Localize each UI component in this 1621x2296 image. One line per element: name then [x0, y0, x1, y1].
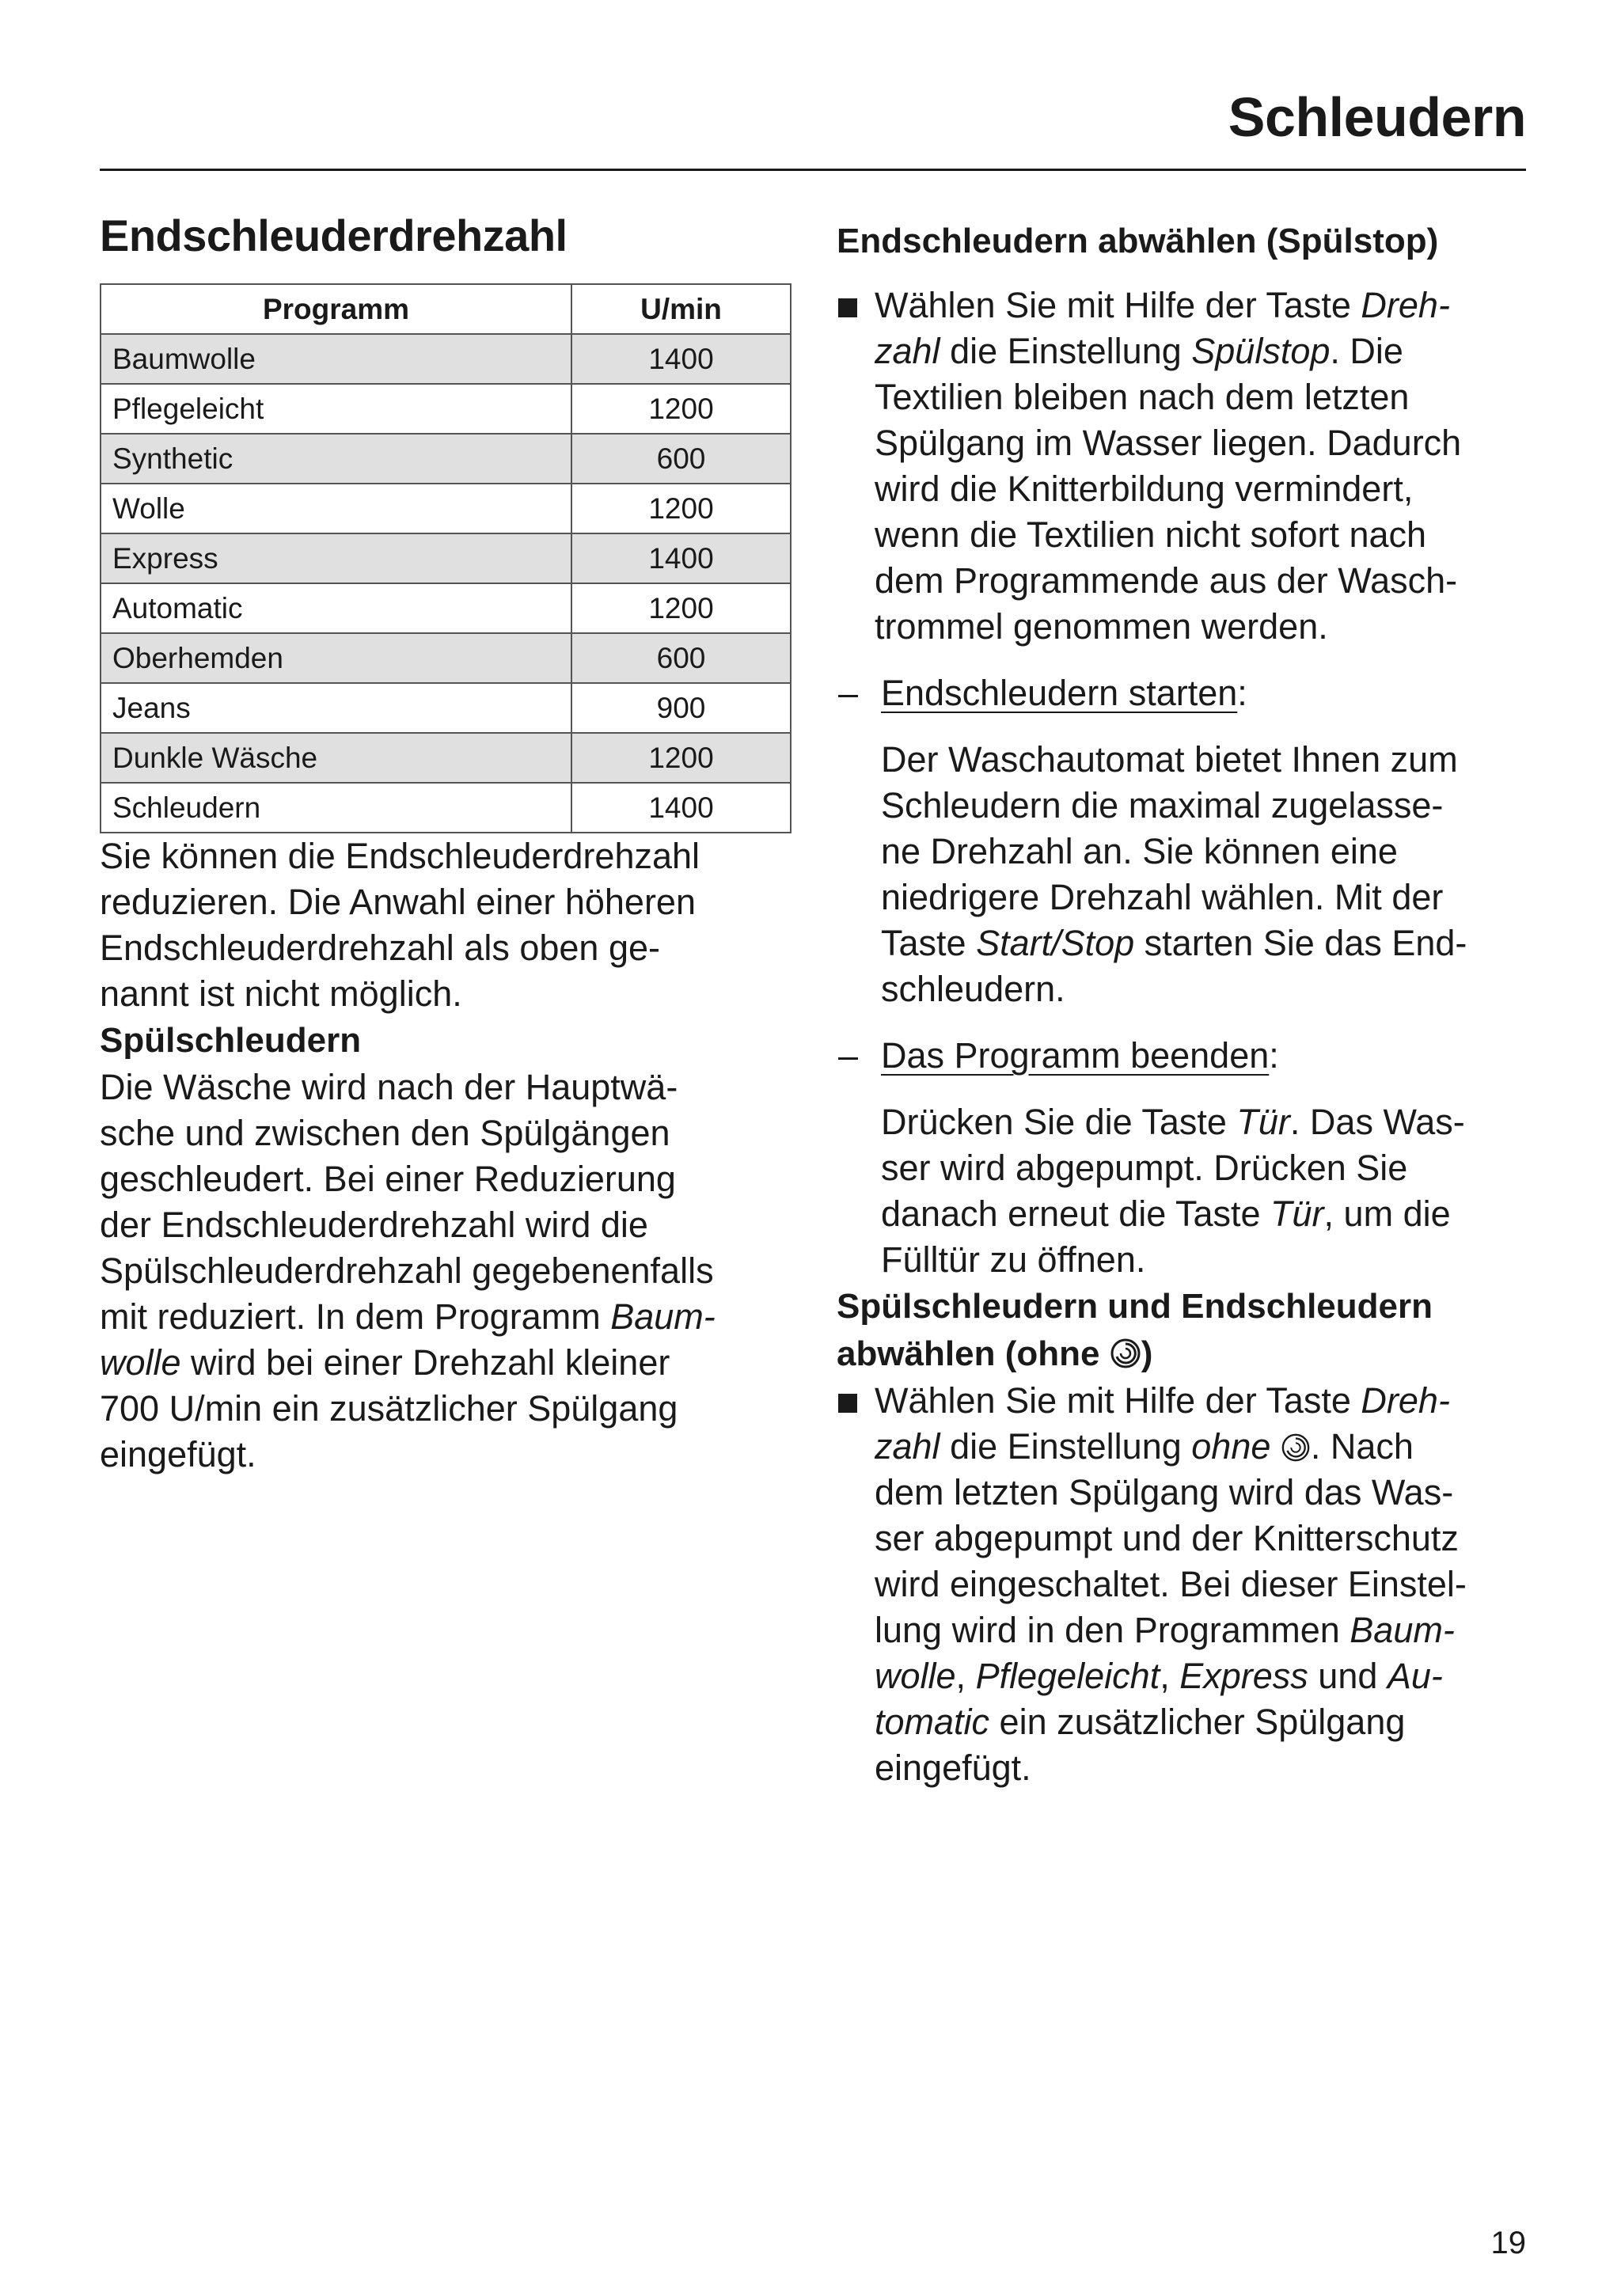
setting-name: ohne [1191, 1426, 1271, 1467]
spin-speed-table [100, 283, 792, 833]
text-line: und [1308, 1656, 1388, 1696]
text-line: Die Wäsche wird nach der Hauptwä- [100, 1067, 678, 1107]
cell-rpm: 1200 [571, 583, 791, 633]
cell-program: Pflegeleicht [101, 384, 571, 434]
cell-rpm: 1400 [571, 334, 791, 384]
separator: , [1160, 1656, 1180, 1696]
text-line: Wählen Sie mit Hilfe der Taste [875, 285, 1361, 325]
text-line: . Das Was- [1289, 1102, 1465, 1142]
title-suffix: ) [1141, 1334, 1153, 1373]
left-column [100, 210, 796, 1478]
cell-rpm: 900 [571, 683, 791, 733]
program-name: Baum- [610, 1296, 716, 1337]
cell-rpm: 600 [571, 633, 791, 683]
cell-program: Jeans [101, 683, 571, 733]
text-line: dem letzten Spülgang wird das Was- [875, 1472, 1454, 1512]
text-line: Drücken Sie die Taste [881, 1102, 1237, 1142]
text-line: Textilien bleiben nach dem letzten [875, 377, 1410, 417]
control-name: Dreh- [1361, 1380, 1450, 1421]
text-line: Spülschleuderdrehzahl gegebenenfalls [100, 1250, 714, 1291]
dash-marker: – [838, 1035, 859, 1076]
text-line: Der Waschautomat bietet Ihnen zum [881, 739, 1458, 780]
text-line: niedrigere Drehzahl wählen. Mit der [881, 877, 1444, 917]
option-end-program: Das Programm beenden [881, 1035, 1270, 1076]
option-start-spin: Endschleudern starten [881, 673, 1238, 713]
subsection-title-rinse-spin: Spülschleudern [100, 1021, 362, 1060]
program-name: wolle [100, 1342, 181, 1383]
control-name: Start/Stop [976, 923, 1135, 963]
text-line: Taste [881, 923, 977, 963]
table-row [101, 533, 791, 583]
cell-rpm: 1200 [571, 384, 791, 434]
control-name: Tür [1236, 1102, 1290, 1142]
colon: : [1237, 673, 1247, 713]
cell-program: Oberhemden [101, 633, 571, 683]
table-row [101, 683, 791, 733]
text-line: schleudern. [881, 969, 1065, 1009]
dash-marker: – [838, 673, 859, 713]
text-line: Wählen Sie mit Hilfe der Taste [875, 1380, 1361, 1421]
cell-rpm: 600 [571, 434, 791, 484]
program-name: Baum- [1350, 1610, 1455, 1650]
text-line: eingefügt. [100, 1434, 256, 1474]
subsection-title-no-spin [837, 1283, 1533, 1378]
header-divider [100, 169, 1526, 171]
end-program-description [837, 1099, 1533, 1283]
text-line: , um die [1323, 1194, 1451, 1234]
page-header-title: Schleudern [1228, 86, 1526, 148]
table-row [101, 484, 791, 533]
section-title: Endschleuderdrehzahl [100, 211, 568, 260]
bullet-square-icon [838, 1394, 857, 1413]
table-row [101, 384, 791, 434]
dash-item-start-spin [837, 670, 1533, 716]
text-line: sche und zwischen den Spülgängen [100, 1113, 670, 1153]
text-line: lung wird in den Programmen [875, 1610, 1350, 1650]
table-row [101, 583, 791, 633]
text-line: starten Sie das End- [1134, 923, 1467, 963]
text-line: trommel genommen werden. [875, 606, 1328, 647]
cell-program: Wolle [101, 484, 571, 533]
dash-item-end-program [837, 1033, 1533, 1079]
text-line: Endschleuderdrehzahl als oben ge- [100, 928, 660, 968]
column-header-program: Programm [101, 284, 571, 334]
text-line: ne Drehzahl an. Sie können eine [881, 831, 1398, 871]
paragraph-rinse-spin [100, 1065, 796, 1478]
table-row [101, 733, 791, 783]
text-line: ein zusätzlicher Spülgang [989, 1702, 1406, 1742]
text-line: Sie können die Endschleuderdrehzahl [100, 836, 700, 876]
text-line: 700 U/min ein zusätzlicher Spülgang [100, 1388, 678, 1429]
column-header-rpm: U/min [571, 284, 791, 334]
text-line: wenn die Textilien nicht sofort nach [875, 514, 1427, 555]
subsection-title-rinse-hold: Endschleudern abwählen (Spülstop) [837, 222, 1439, 260]
cell-program: Baumwolle [101, 334, 571, 384]
program-name: Pflegeleicht [975, 1656, 1160, 1696]
table-row [101, 334, 791, 384]
text-line: wird eingeschaltet. Bei dieser Einstel- [875, 1564, 1467, 1604]
table-row [101, 783, 791, 833]
table-row [101, 434, 791, 484]
program-name: Express [1179, 1656, 1308, 1696]
text-line: die Einstellung [940, 331, 1192, 371]
cell-program: Dunkle Wäsche [101, 733, 571, 783]
right-column [837, 218, 1533, 1791]
cell-program: Automatic [101, 583, 571, 633]
text-line: Fülltür zu öffnen. [881, 1239, 1146, 1280]
text-line: eingefügt. [875, 1748, 1031, 1788]
text-line: reduzieren. Die Anwahl einer höheren [100, 882, 696, 922]
control-name: zahl [875, 1426, 940, 1467]
cell-program: Schleudern [101, 783, 571, 833]
text-line: danach erneut die Taste [881, 1194, 1271, 1234]
program-name: wolle [875, 1656, 956, 1696]
spin-symbol-icon [1110, 1338, 1141, 1369]
title-line: abwählen (ohne [837, 1334, 1110, 1373]
text-line: Spülgang im Wasser liegen. Dadurch [875, 423, 1462, 463]
title-line: Spülschleudern und Endschleudern [837, 1287, 1433, 1326]
text-line: geschleudert. Bei einer Reduzierung [100, 1159, 676, 1199]
text-line: dem Programmende aus der Wasch- [875, 560, 1458, 601]
bullet-square-icon [838, 298, 857, 317]
program-name: tomatic [875, 1702, 990, 1742]
control-name: Tür [1270, 1194, 1324, 1234]
text-line: ser wird abgepumpt. Drücken Sie [881, 1148, 1408, 1188]
text-line: nannt ist nicht möglich. [100, 973, 462, 1014]
control-name: zahl [875, 331, 940, 371]
cell-rpm: 1400 [571, 783, 791, 833]
text-line: . Nach [1310, 1426, 1414, 1467]
cell-rpm: 1200 [571, 733, 791, 783]
colon: : [1269, 1035, 1279, 1076]
text-line: der Endschleuderdrehzahl wird die [100, 1205, 648, 1245]
control-name: Dreh- [1361, 285, 1450, 325]
bullet-no-spin [837, 1378, 1533, 1791]
text-line: mit reduziert. In dem Programm [100, 1296, 611, 1337]
bullet-rinse-hold [837, 283, 1533, 650]
setting-name: Spülstop [1191, 331, 1331, 371]
page-number: 19 [1490, 2226, 1526, 2260]
table-header-row [101, 284, 791, 334]
start-spin-description [837, 737, 1533, 1012]
text-line: . Die [1330, 331, 1403, 371]
table-row [101, 633, 791, 683]
separator: , [955, 1656, 976, 1696]
text-line: ser abgepumpt und der Knitterschutz [875, 1518, 1459, 1558]
text-line: wird bei einer Drehzahl kleiner [180, 1342, 670, 1383]
paragraph-speed-reduction [100, 833, 796, 1017]
cell-rpm: 1400 [571, 533, 791, 583]
text-line: wird die Knitterbildung vermindert, [875, 469, 1414, 509]
text-line: Schleudern die maximal zugelasse- [881, 785, 1444, 825]
cell-rpm: 1200 [571, 484, 791, 533]
spin-symbol-icon [1281, 1433, 1311, 1463]
text-line: die Einstellung [940, 1426, 1192, 1467]
cell-program: Synthetic [101, 434, 571, 484]
cell-program: Express [101, 533, 571, 583]
program-name: Au- [1387, 1656, 1443, 1696]
